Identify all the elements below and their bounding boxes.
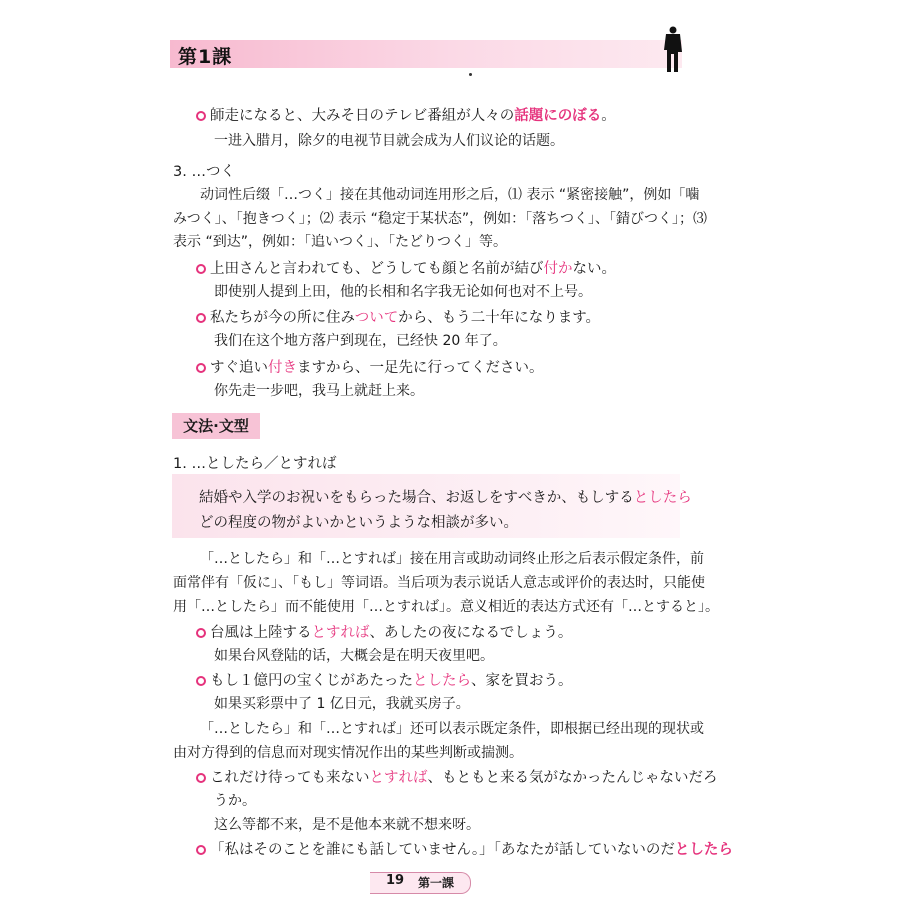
example-sentence: もし１億円の宝くじがあたったとしたら、家を買おう。 (196, 669, 573, 690)
paragraph-line: 由对方得到的信息而对现实情况作出的某些判断或揣测。 (173, 745, 523, 761)
paragraph-line: 「…としたら」和「…とすれば」还可以表示既定条件，即根据已经出现的现状或 (200, 721, 704, 737)
key-sentence-line: 結婚や入学のお祝いをもらった場合、お返しをすべきか、もしするとしたら (199, 490, 692, 506)
example-sentence: 「私はそのことを誰にも話していません。」「あなたが話していないのだとしたら (196, 838, 733, 859)
bullet-icon (196, 264, 206, 274)
paragraph-line: 「…としたら」和「…とすれば」接在用言或助动词终止形之后表示假定条件，前 (200, 551, 704, 567)
bullet-icon (196, 845, 206, 855)
paragraph-line: 用「…としたら」而不能使用「…とすれば」。意义相近的表达方式还有「…とすると」。 (173, 599, 719, 615)
example-sentence: 師走になると、大みそ日のテレビ番組が人々の話題にのぼる。 (196, 104, 616, 125)
paragraph-line: みつく」、「抱きつく」；⑵ 表示 “稳定于某状态”，例如：「落ちつく」、「錆びつく」；⑶ (173, 211, 707, 227)
grammar-badge: 文法·文型 (172, 413, 260, 439)
bullet-icon (196, 628, 206, 638)
translation: 我们在这个地方落户到现在，已经快 20 年了。 (214, 333, 507, 349)
bullet-icon (196, 773, 206, 783)
translation: 如果台风登陆的话，大概会是在明天夜里吧。 (214, 648, 494, 664)
bullet-icon (196, 111, 206, 121)
bullet-icon (196, 313, 206, 323)
section-heading: 1. …としたら／とすれば (173, 456, 337, 472)
example-sentence: 台風は上陸するとすれば、あしたの夜になるでしょう。 (196, 621, 572, 642)
bullet-icon (196, 363, 206, 373)
page-number: 19 (386, 873, 405, 888)
translation: 如果买彩票中了 1 亿日元，我就买房子。 (214, 696, 470, 712)
example-sentence: すぐ追い付きますから、一足先に行ってください。 (196, 356, 544, 377)
example-continuation: うか。 (214, 793, 256, 809)
lesson-title: 第1課 (178, 46, 233, 68)
example-sentence: これだけ待っても来ないとすれば、もともと来る気がなかったんじゃないだろ (196, 766, 718, 787)
lesson-header-band (170, 40, 682, 68)
translation: 这么等都不来，是不是他本来就不想来呀。 (214, 817, 480, 833)
section-heading: 3. …つく (173, 164, 235, 180)
translation: 你先走一步吧，我马上就赶上来。 (214, 383, 424, 399)
paragraph-line: 面常伴有「仮に」、「もし」等词语。当后项为表示说话人意志或评价的表达时，只能使 (173, 575, 705, 591)
footer-lesson-label: 第一課 (418, 876, 455, 890)
paragraph-line: 表示 “到达”，例如：「追いつく」、「たどりつく」等。 (173, 234, 507, 250)
translation: 即使别人提到上田，他的长相和名字我无论如何也对不上号。 (214, 284, 592, 300)
translation: 一进入腊月，除夕的电视节目就会成为人们议论的话题。 (214, 133, 564, 149)
example-sentence: 私たちが今の所に住みついてから、もう二十年になります。 (196, 306, 600, 327)
example-sentence: 上田さんと言われても、どうしても顔と名前が結び付かない。 (196, 257, 616, 278)
key-sentence-line: どの程度の物がよいかというような相談が多い。 (199, 515, 518, 531)
paragraph-line: 动词性后缀「…つく」接在其他动词连用形之后，⑴ 表示 “紧密接触”，例如「噛 (200, 187, 700, 203)
person-silhouette-icon (656, 26, 686, 74)
bullet-icon (196, 676, 206, 686)
stray-dot (469, 73, 472, 76)
